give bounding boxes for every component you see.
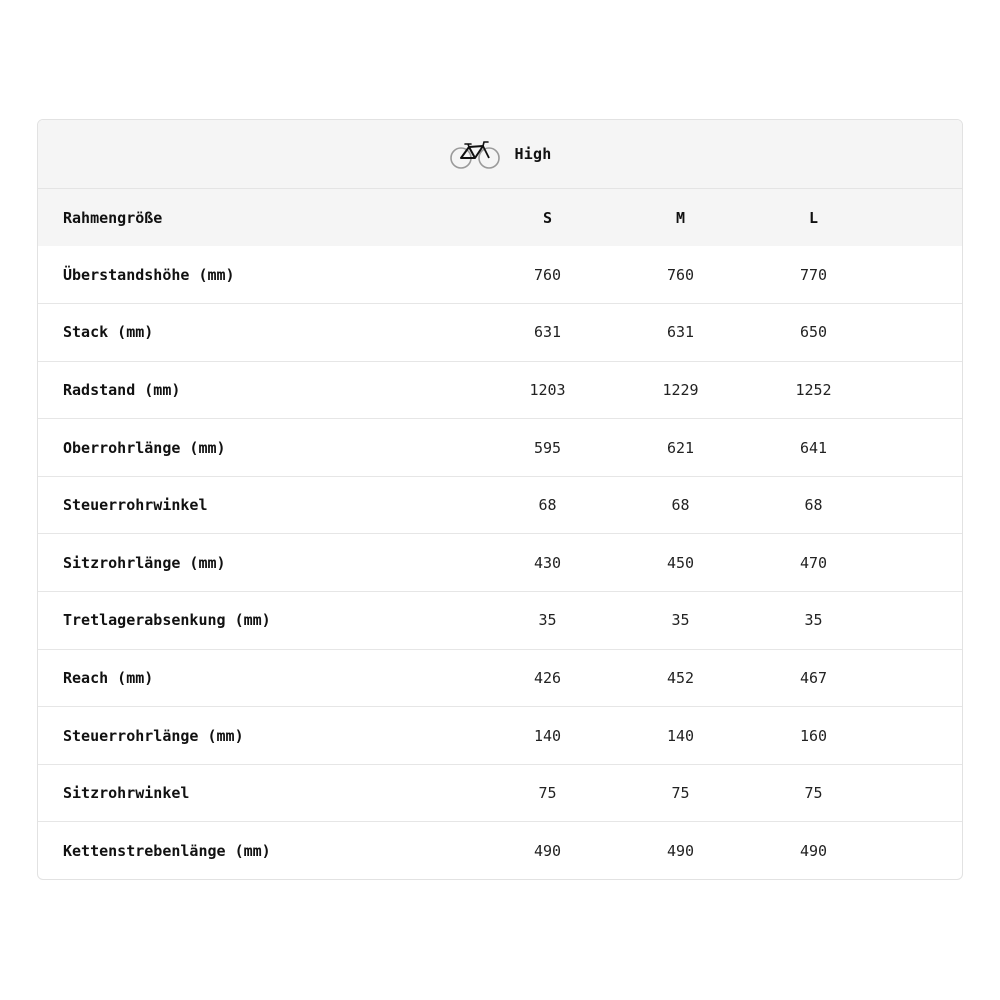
cell-spacer	[880, 419, 962, 477]
cell-value-s: 140	[533, 726, 562, 745]
geometry-table	[38, 189, 962, 880]
geometry-card	[37, 119, 963, 880]
cell-value-m: 450	[666, 553, 695, 572]
cell-value-s: 75	[538, 784, 557, 803]
cell-value-s: 426	[533, 668, 562, 687]
cell-value-m: 75	[671, 784, 690, 803]
cell-value-s: 490	[533, 841, 562, 860]
cell-value-l: 470	[799, 553, 828, 572]
cell-spacer	[880, 592, 962, 650]
cell-value-l: 1252	[795, 380, 832, 399]
table-row	[38, 361, 962, 419]
cell-spacer	[880, 361, 962, 419]
cell-value-s: 595	[533, 438, 562, 457]
cell-spacer	[880, 822, 962, 880]
cell-value-l: 641	[799, 438, 828, 457]
cell-value-l: 160	[799, 726, 828, 745]
row-label: Sitzrohrwinkel	[63, 784, 190, 803]
cell-spacer	[880, 534, 962, 592]
cell-value-m: 621	[666, 438, 695, 457]
cell-value-l: 650	[799, 323, 828, 342]
cell-value-s: 760	[533, 265, 562, 284]
cell-value-m: 760	[666, 265, 695, 284]
table-row	[38, 304, 962, 362]
cell-spacer	[880, 476, 962, 534]
row-label: Oberrohrlänge (mm)	[63, 438, 226, 457]
table-row	[38, 764, 962, 822]
cell-value-l: 770	[799, 265, 828, 284]
cell-value-m: 631	[666, 323, 695, 342]
cell-value-l: 490	[799, 841, 828, 860]
cell-value-s: 430	[533, 553, 562, 572]
cell-value-s: 35	[538, 611, 557, 630]
row-label: Steuerrohrwinkel	[63, 496, 208, 515]
row-label: Überstandshöhe (mm)	[63, 265, 235, 284]
cell-value-s: 68	[538, 496, 557, 515]
table-row	[38, 707, 962, 765]
row-label: Radstand (mm)	[63, 380, 181, 399]
table-row	[38, 419, 962, 477]
cell-value-l: 467	[799, 668, 828, 687]
table-header-row	[38, 189, 962, 246]
cell-value-m: 452	[666, 668, 695, 687]
column-header-size-m: M	[675, 208, 686, 227]
cell-value-m: 140	[666, 726, 695, 745]
table-row	[38, 476, 962, 534]
cell-value-l: 35	[804, 611, 823, 630]
cell-spacer	[880, 304, 962, 362]
cell-spacer	[880, 707, 962, 765]
row-label: Stack (mm)	[63, 323, 154, 342]
cell-spacer	[880, 764, 962, 822]
cell-value-s: 1203	[529, 380, 566, 399]
column-header-frame-size: Rahmengröße	[63, 208, 163, 227]
table-row	[38, 534, 962, 592]
column-header-size-s: S	[542, 208, 553, 227]
card-header	[38, 120, 962, 189]
cell-spacer	[880, 246, 962, 304]
row-label: Steuerrohrlänge (mm)	[63, 726, 244, 745]
table-row	[38, 592, 962, 650]
row-label: Tretlagerabsenkung (mm)	[63, 611, 271, 630]
cell-value-m: 35	[671, 611, 690, 630]
cell-value-l: 75	[804, 784, 823, 803]
table-row	[38, 822, 962, 880]
table-row	[38, 649, 962, 707]
cell-value-m: 490	[666, 841, 695, 860]
road-bike-icon	[449, 137, 501, 171]
row-label: Sitzrohrlänge (mm)	[63, 553, 226, 572]
table-row	[38, 246, 962, 304]
column-spacer	[880, 189, 962, 246]
model-title: High	[514, 145, 552, 163]
column-header-size-l: L	[808, 208, 819, 227]
cell-value-m: 1229	[662, 380, 699, 399]
row-label: Kettenstrebenlänge (mm)	[63, 841, 271, 860]
cell-value-m: 68	[671, 496, 690, 515]
cell-value-s: 631	[533, 323, 562, 342]
cell-spacer	[880, 649, 962, 707]
cell-value-l: 68	[804, 496, 823, 515]
row-label: Reach (mm)	[63, 668, 154, 687]
